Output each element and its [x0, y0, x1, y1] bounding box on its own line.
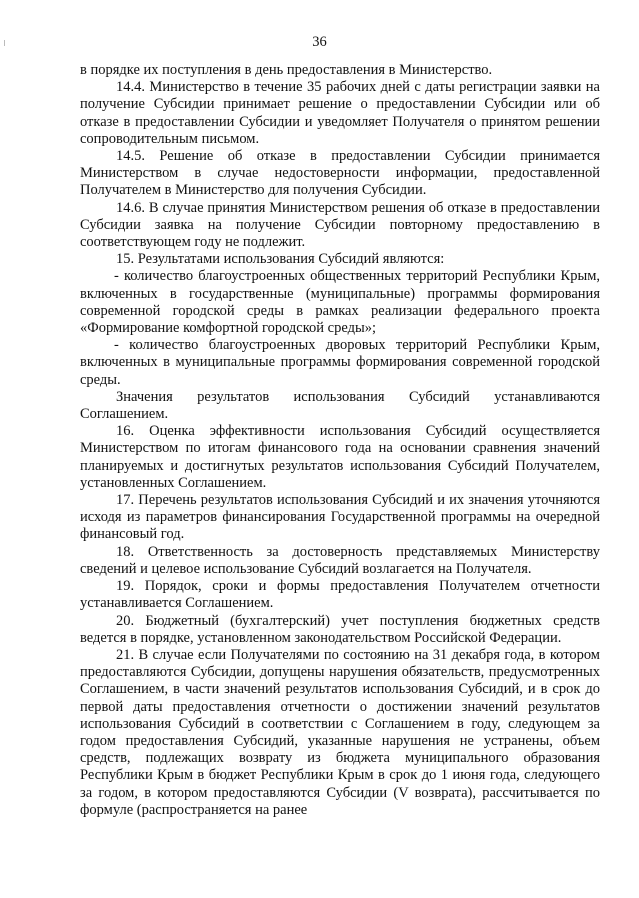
paragraph-19: 19. Порядок, сроки и формы предоставления Получателем отчетности устанавливается Соглашением.: [80, 578, 600, 612]
paragraph-17: 17. Перечень результатов использования Субсидий и их значения уточняются исходя из параметров финансирования Государственной программы на очередной финансовый год.: [80, 492, 600, 543]
paragraph-14-6: 14.6. В случае принятия Министерством решения об отказе в предоставлении Субсидии заявка на получение Субсидии повторному предоставлению в соответствующем году не подлежит.: [80, 199, 600, 251]
page-number: 36: [312, 34, 327, 50]
document-body: [80, 62, 600, 819]
bullet-yard-territories: - количество благоустроенных дворовых территорий Республики Крым, включенных в муниципальные программы формирования современной городской среды.: [80, 337, 600, 388]
bullet-public-territories: - количество благоустроенных общественных территорий Республики Крым, включенных в государственные (муниципальные) программы формирования современной городской среды в рамках реализации федерального проекта «Формирование комфортной городской среды»;: [80, 268, 600, 337]
paragraph-14-5: 14.5. Решение об отказе в предоставлении Субсидии принимается Министерством в случае недостоверности информации, предоставленной Получателем в Министерство для получения Субсидии.: [80, 148, 600, 199]
paragraph-15: 15. Результатами использования Субсидий являются:: [116, 251, 445, 268]
paragraph-18: 18. Ответственность за достоверность представляемых Министерству сведений и целевое использование Субсидий возлагается на Получателя.: [80, 543, 600, 577]
paragraph-20: 20. Бюджетный (бухгалтерский) учет поступления бюджетных средств ведется в порядке, установленном законодательством Российской Федерации.: [80, 612, 600, 646]
paragraph-21: 21. В случае если Получателями по состоянию на 31 декабря года, в котором предоставляются Субсидии, допущены нарушения обязательств, предусмотренных Соглашением, в части значений результатов использования Субсидий, и в срок до первой даты предоставления отчетности о достижении значений результатов использования Субсидий в соответствии с Соглашением в году, следующем за годом предоставления Субсидий, указанные нарушения не устранены, объем средств, подлежащих возврату из бюджета муниципального образования Республики Крым в бюджет Республики Крым в срок до 1 июня года, следующего за годом, в котором предоставляются Субсидии (V возврата), рассчитывается по формуле (распространяется на ранее: [80, 646, 600, 818]
paragraph-result-values: Значения результатов использования Субсидий устанавливаются Соглашением.: [80, 388, 600, 423]
paragraph-continuation: в порядке их поступления в день предоставления в Министерство.: [80, 62, 493, 78]
paragraph-16: 16. Оценка эффективности использования Субсидий осуществляется Министерством по итогам финансового года на основании сравнения значений планируемых и достигнутых результатов использования Субсидий Получателем, установленных Соглашением.: [80, 423, 600, 491]
paragraph-14-4: 14.4. Министерство в течение 35 рабочих дней с даты регистрации заявки на получение Субсидии принимает решение о предоставлении Субсидии или об отказе в предоставлении Субсидии и уведомляет Получателя о принятом решении сопроводительным письмом.: [80, 79, 600, 147]
